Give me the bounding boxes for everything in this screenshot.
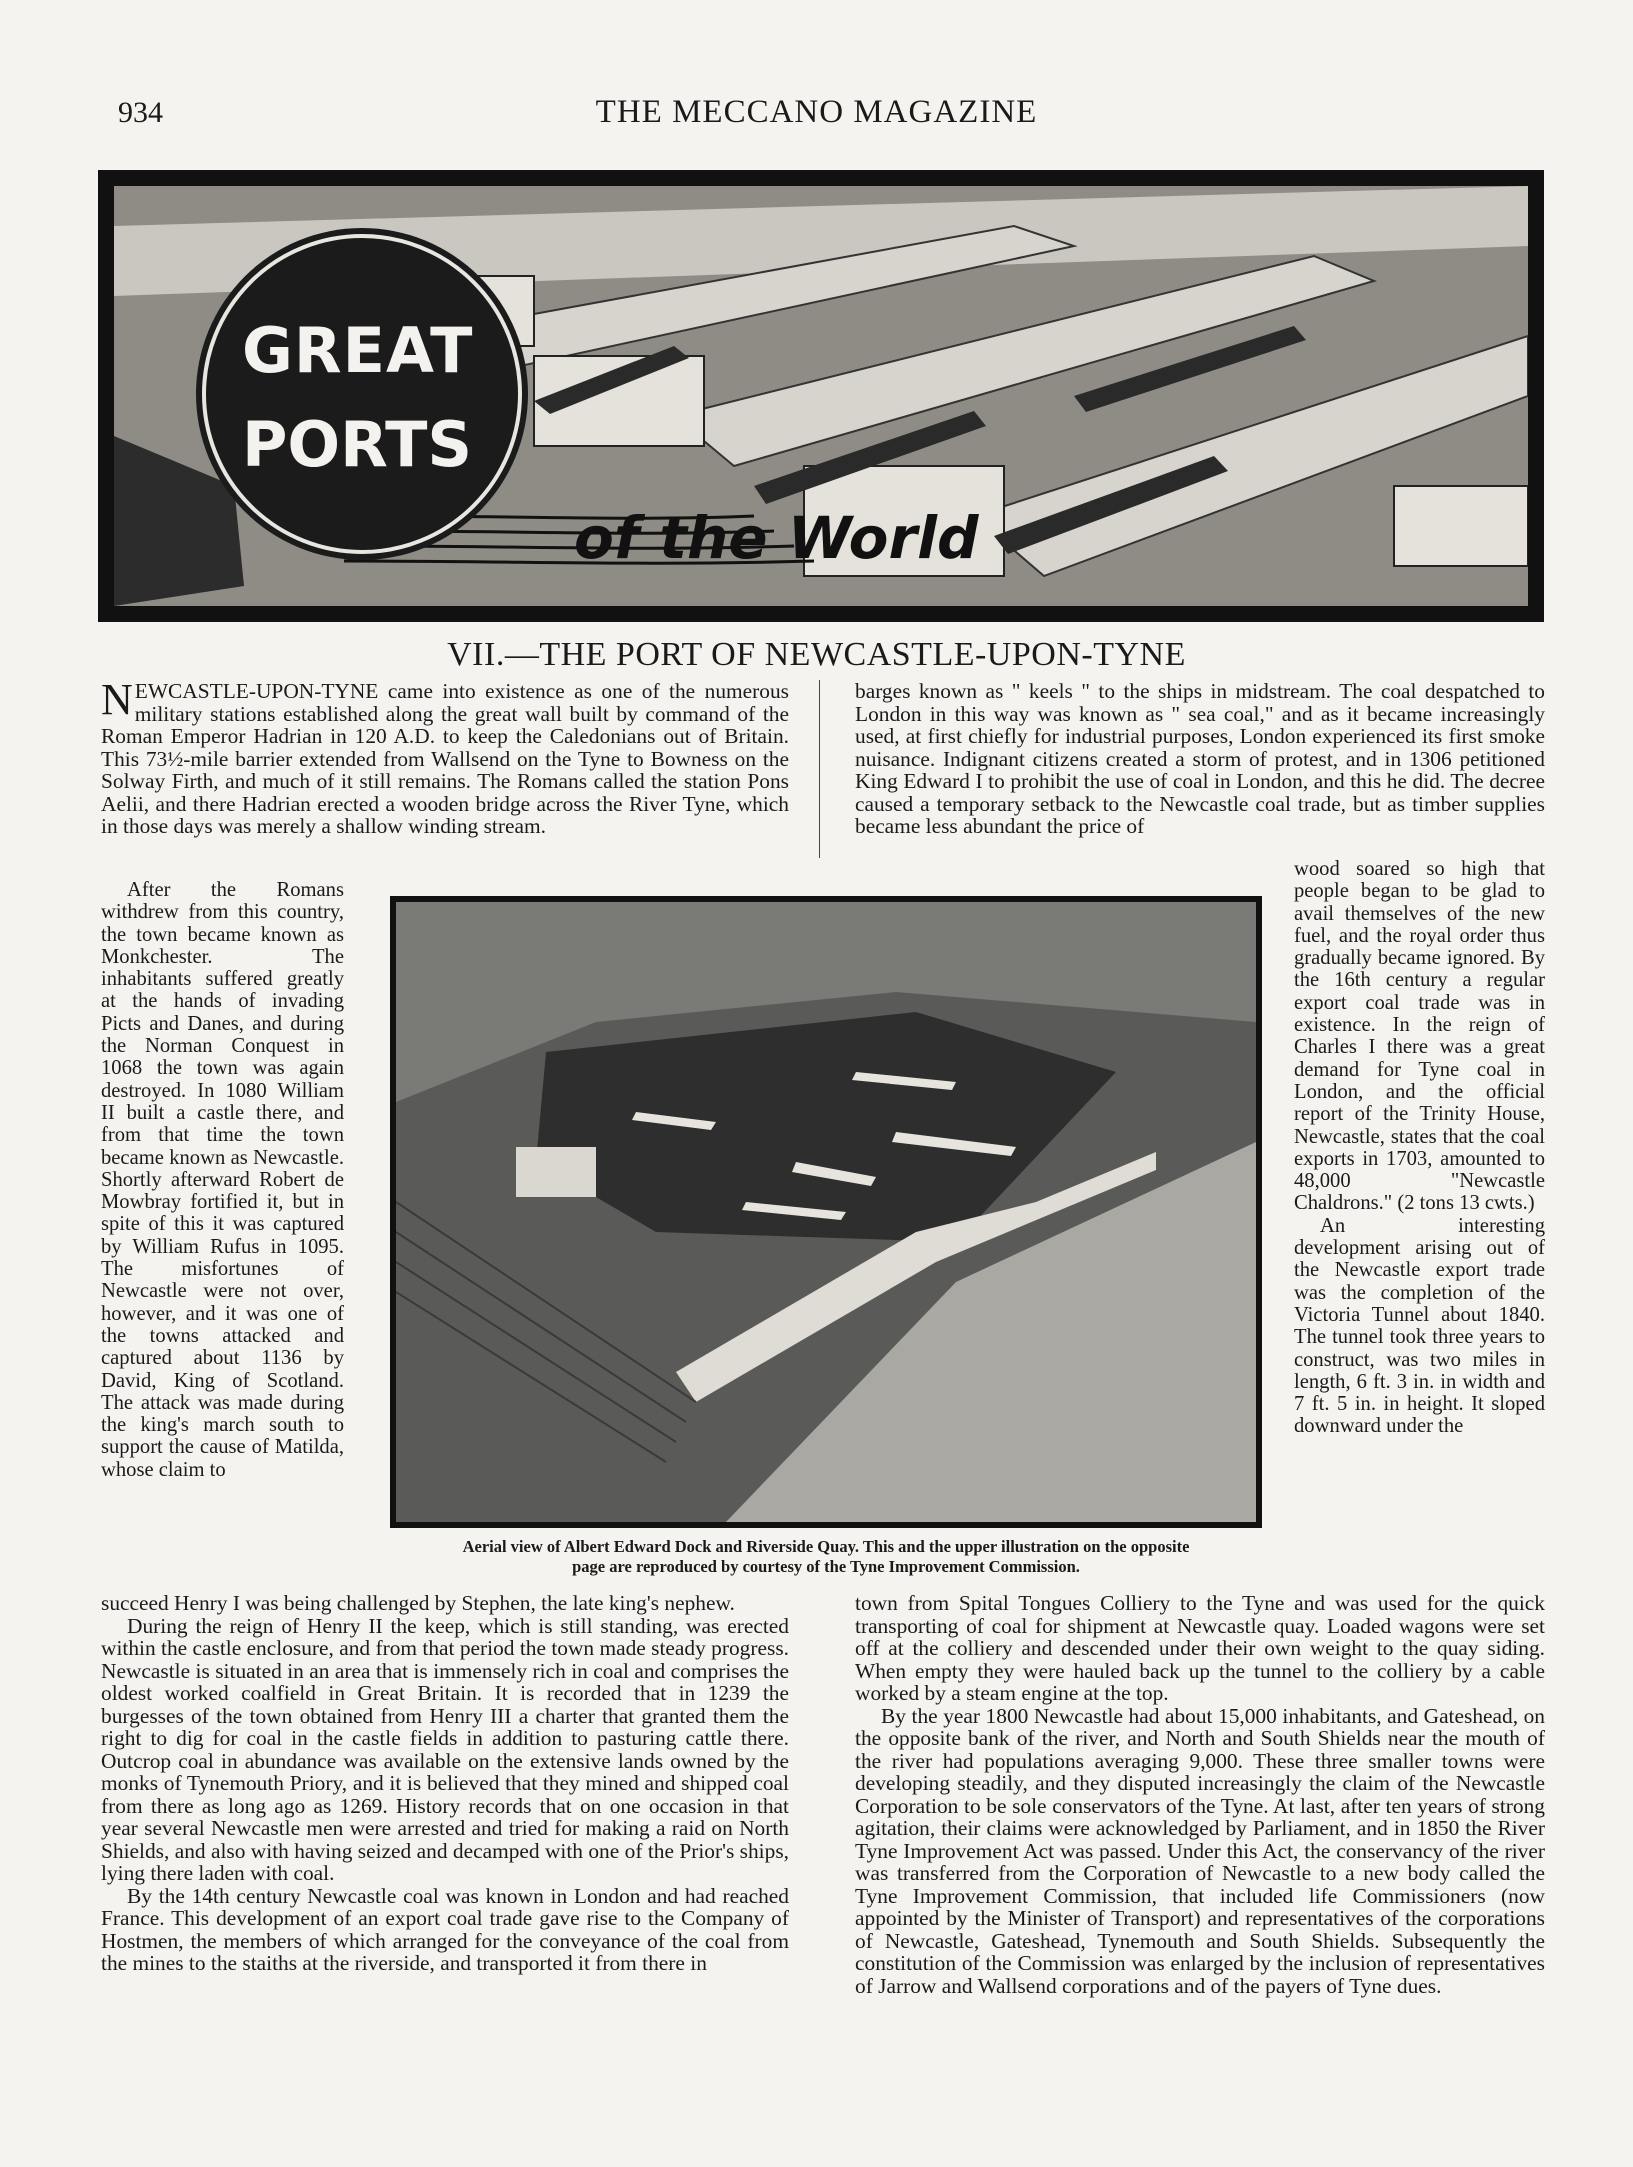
banner-port-drawing xyxy=(114,186,1528,606)
paragraph-monkchester: After the Romans withdrew from this country, the town became known as Monkchester. The inhabitants suffered greatly at the hands of invading Picts and Danes, and during the Norman Conquest in 1068 the town was again destroyed. In 1080 William II built a castle there, and from that time the town became known as Newcastle. Shortly afterward Robert de Mowbray fortified it, but in spite of this it was captured by William Rufus in 1095. The misfortunes of Newcastle were not over, however, and it was one of the towns attacked and captured about 1136 by David, King of Scotland. The attack was made during the king's march south to support the cause of Matilda, whose claim to xyxy=(101,879,344,1481)
column-divider xyxy=(819,680,820,858)
banner-illustration xyxy=(98,170,1544,622)
caption-line-2: page are reproduced by courtesy of the Tyne Improvement Commission. xyxy=(572,1557,1080,1576)
column-2-bottom xyxy=(855,1592,1545,2092)
banner-emblem-circle xyxy=(202,234,522,554)
photo-caption xyxy=(380,1537,1272,1577)
paragraph-1800: By the year 1800 Newcastle had about 15,000 inhabitants, and Gateshead, on the opposite bank of the river, and North and South Shields near the mouth of the river had populations averaging 9,000. These three smaller towns were developing steadily, and they disputed increasingly the claim of the Newcastle Corporation to be sole conservators of the Tyne. At last, after ten years of strong agitation, their claims were acknowledged by Parliament, and in 1850 the River Tyne Improvement Act was passed. Under this Act, the conservancy of the river was transferred from the Corporation of Newcastle to a new body called the Tyne Improvement Commission, that included life Commissioners (now appointed by the Minister of Transport) and representatives of the corporations of Newcastle, Gateshead, Tynemouth and South Shields. Subsequently the constitution of the Commission was enlarged by the inclusion of representatives of Jarrow and Wallsend corporations and of the payers of Tyne dues. xyxy=(855,1703,1545,1998)
aerial-photo-svg xyxy=(396,902,1256,1522)
column-1-bottom xyxy=(101,1592,789,2092)
caption-line-1: Aerial view of Albert Edward Dock and Riverside Quay. This and the upper illustration on the opposite xyxy=(462,1537,1190,1556)
banner-word-great: GREAT xyxy=(242,314,474,387)
intro-paragraph: EWCASTLE-UPON-TYNE came into existence as one of the numerous military stations established along the great wall built by command of the Roman Emperor Hadrian in 120 A.D. to keep the Caledonians out of Britain. This 73½-mile barrier extended from Wallsend on the Tyne to Bowness on the Solway Firth, and much of it still remains. The Romans called the station Pons Aelii, and there Hadrian erected a wooden bridge across the River Tyne, which in those days was merely a shallow winding stream. xyxy=(101,680,789,838)
paragraph-spital-tongues: town from Spital Tongues Colliery to the Tyne and was used for the quick transporting of coal for shipment at Newcastle quay. Loaded wagons were set off at the colliery and descended under their own weight to the quay siding. When empty they were hauled back up the tunnel to the colliery by a cable worked by a steam engine at the top. xyxy=(855,1592,1545,1705)
paragraph-14th-century: By the 14th century Newcastle coal was known in London and had reached France. This development of an export coal trade gave rise to the Company of Hostmen, the members of which arranged for the conveyance of the coal from the mines to the staiths at the riverside, and transported it from there in xyxy=(101,1883,789,1975)
paragraph-nephew: succeed Henry I was being challenged by Stephen, the late king's nephew. xyxy=(101,1592,735,1615)
page-number: 934 xyxy=(118,96,163,129)
aerial-photo-content xyxy=(396,902,1256,1522)
paragraph-henry-ii: During the reign of Henry II the keep, which is still standing, was erected within the castle enclosure, and from that period the town made steady progress. Newcastle is situated in an area that is immensely rich in coal and comprises the oldest worked coalfield in Great Britain. It is recorded that in 1239 the burgesses of the town obtained from Henry III a charter that granted them the right to dig for coal in the castle fields in addition to pasturing cattle there. Outcrop coal in abundance was available on the extensive lands owned by the monks of Tynemouth Priory, and it is believed that they mined and shipped coal from there as long ago as 1269. History records that on one occasion in that year several Newcastle men were arrested and tried for making a raid on North Shields, and also with having seized and decamped with one of the Prior's ships, lying there laden with coal. xyxy=(101,1613,789,1885)
paragraph-wood-soared: wood soared so high that people began to be glad to avail themselves of the new fuel, and the royal order thus gradually became ignored. By the 16th century a regular export coal trade was in existence. In the reign of Charles I there was a great demand for Tyne coal in London, and the official report of the Trinity House, Newcastle, states that the coal exports in 1703, amounted to 48,000 "Newcastle Chaldrons." (2 tons 13 cwts.) xyxy=(1294,858,1545,1215)
aerial-dock-photo xyxy=(390,896,1262,1528)
banner-word-of-the-world: of the World xyxy=(574,504,979,572)
paragraph-keels: barges known as " keels " to the ships in midstream. The coal despatched to London in this way was known as " sea coal," and as it became increasingly used, at first chiefly for industrial purposes, London experienced its first smoke nuisance. Indignant citizens created a storm of protest, and in 1306 petitioned King Edward I to prohibit the use of coal in London, and this he did. The decree caused a temporary setback to the Newcastle coal trade, but as timber supplies became less abundant the price of xyxy=(855,680,1545,838)
column-1-intro xyxy=(101,680,789,878)
banner-word-ports: PORTS xyxy=(241,408,473,481)
magazine-title: THE MECCANO MAGAZINE xyxy=(595,94,1038,130)
column-2-narrow xyxy=(1294,858,1545,1590)
column-1-narrow xyxy=(101,879,344,1591)
paragraph-victoria-tunnel: An interesting development arising out of the Newcastle export trade was the completion of the Victoria Tunnel about 1840. The tunnel took three years to construct, was two miles in length, 6 ft. 3 in. in width and 7 ft. 5 in. in height. It sloped downward under the xyxy=(1294,1214,1545,1438)
drop-cap: N xyxy=(101,680,133,724)
column-2-top xyxy=(855,680,1545,856)
article-title: VII.—THE PORT OF NEWCASTLE-UPON-TYNE xyxy=(447,636,1186,673)
